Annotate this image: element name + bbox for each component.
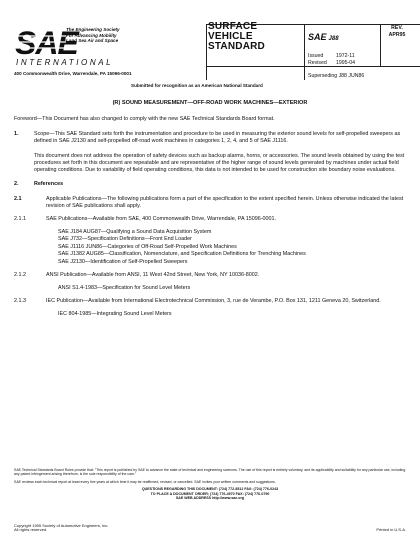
list-item: SAE J732—Specification Definitions—Front End Loader xyxy=(58,236,192,243)
section-scope: 1. Scope—This SAE Standard sets forth the instrumentation and procedure to be used in measuring the exterior sound levels for self-propelled sweepers as defined in SAE J2130 and self-propelled off-road work machines in categories 1, 2, 4, and 5 of SAE J1116. xyxy=(14,130,401,144)
header-divider xyxy=(380,24,381,66)
document-title: (R) SOUND MEASUREMENT—OFF-ROAD WORK MACHINES—EXTERIOR xyxy=(112,100,308,106)
sae-address: 400 Commonwealth Drive, Warrendale, PA 15096-0001 xyxy=(14,71,132,76)
issue-dates: Issued 1972-11 Revised 1995-04 xyxy=(308,53,356,66)
document-header xyxy=(14,21,406,92)
scope-paragraph: This document does not address the operation of safety devices such as backup alarms, horns, or accessories. The sound levels obtained by using the test procedures set forth in this document are repeatable and are representative of the higher range of sound levels generated by machines under actual field operating conditions. Due to variability of field operating conditions, this data is not intended to be used for construction site boundary noise evaluations. xyxy=(34,152,405,173)
footer-copyright: Copyright 1995 Society of Automotive Engineers, Inc. All rights reserved. xyxy=(14,523,109,533)
foreword: Foreword—This Document has also changed to comply with the new SAE Technical Standards Board format. xyxy=(14,116,275,122)
section-references: 2. References xyxy=(14,181,64,188)
list-item: SAE J2130—Identification of Self-Propelled Sweepers xyxy=(58,258,188,265)
list-item: IEC 804-1985—Integrating Sound Level Meters xyxy=(58,311,172,318)
section-2-1: 2.1 Applicable Publications—The following publications form a part of the specification to the extent specified herein. Unless otherwise indicated the latest revision of SAE publications shall apply. xyxy=(14,196,404,210)
list-item: SAE J184 AUG87—Qualifying a Sound Data Acquisition System xyxy=(58,229,212,236)
submitted-note: Submitted for recognition as an American National Standard xyxy=(131,83,263,88)
list-item: SAE J1116 JUN86—Categories of Off-Road Self-Propelled Work Machines xyxy=(58,243,237,250)
svg-text:SAE: SAE xyxy=(15,25,78,61)
section-2-1-3: 2.1.3 IEC Publication—Available from International Electrotechnical Commission, 3, rue de Verambe, P.O. Box 131, 1211 Geneva 20, Switzerland. xyxy=(14,298,381,305)
list-item: SAE J1382 AUG85—Classification, Nomenclature, and Specification Definitions for Trenching Machines xyxy=(58,251,306,258)
international-label: INTERNATIONAL xyxy=(16,58,114,67)
ansi-publication-list xyxy=(14,285,406,292)
header-divider xyxy=(206,24,207,80)
sae-publication-list xyxy=(14,229,406,266)
iec-publication-list xyxy=(14,311,406,318)
document-type: SURFACE VEHICLE STANDARD xyxy=(208,21,265,52)
section-2-1-1: 2.1.1 SAE Publications—Available from SAE, 400 Commonwealth Drive, Warrendale, PA 15096-0001. xyxy=(14,216,277,223)
revision-box: REV. APR95 xyxy=(388,25,406,38)
printed-note: Printed in U.S.A. xyxy=(376,527,406,532)
header-divider xyxy=(304,24,305,80)
sae-tagline: The Engineering Society For Advancing Mobility Land Sea Air and Space xyxy=(66,27,120,44)
list-item: ANSI S1.4-1983—Specification for Sound Level Meters xyxy=(58,285,191,291)
superseding-note: Superseding J88 JUN86 xyxy=(308,73,365,79)
footer-notice: SAE Technical Standards Board Rules provide that: "This report is published by SAE to advance the state of technical and engineering sciences. The use of this report is entirely voluntary, and its applicability and suitability for any particular use, including any patent infringement arising therefrom, is the sole responsibility of the user." SAE reviews each technical report at least every five years at which time it may be reaffirmed, revised, or cancelled. SAE invites your written comments and suggestions. QUESTIONS REGARDING THIS DOCUMENT: (724) 772-8512 FAX: (724) 776-0243 TO PLACE A DOCUMENT ORDER; (724) 776-4970 FAX: (724) 776-0790 SAE WEB ADDRESS http://www.sae.org xyxy=(14,468,406,501)
standard-number: SAE J88 xyxy=(308,32,339,42)
section-2-1-2: 2.1.2 ANSI Publication—Available from ANSI, 11 West 42nd Street, New York, NY 10036-8002. xyxy=(14,272,260,279)
